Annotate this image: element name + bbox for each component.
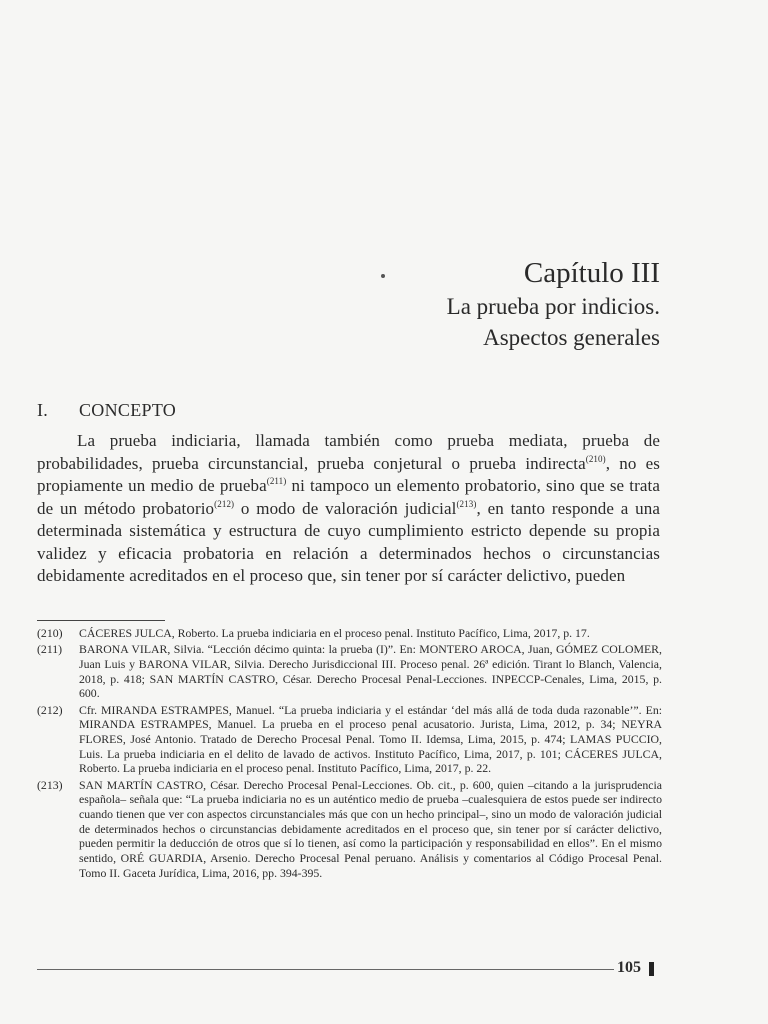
page-marker-block	[649, 962, 654, 976]
footnote-number: (210)	[37, 626, 63, 640]
section-title: CONCEPTO	[79, 400, 177, 420]
chapter-number: Capítulo III	[523, 257, 660, 289]
footnote-ref-212: (212)	[214, 498, 235, 509]
body-paragraph	[37, 430, 660, 588]
footnote-ref-210: (210)	[585, 453, 606, 464]
footnotes-list	[37, 626, 662, 882]
decorative-dot	[381, 274, 385, 278]
footer-rule	[37, 969, 614, 970]
footnote-ref-211: (211)	[266, 476, 287, 486]
body-text-segment: , en tanto responde a una determinada sistemática y estructura de cuyo cumplimiento estricto depende su propia validez y eficacia probatoria en relación a determinados hechos o circunstancias debidamente acreditados en el proceso que, sin tener por sí carácter delictivo, pueden	[37, 498, 661, 585]
footnote-text: CÁCERES JULCA, Roberto. La prueba indiciaria en el proceso penal. Instituto Pacífico, Lima, 2017, p. 17.	[79, 626, 590, 640]
body-text-segment: ni tampoco un elemento probatorio, sino que se trata de un método probatorio	[37, 476, 660, 518]
page-number: 105	[617, 959, 641, 976]
footnote-number: (213)	[37, 777, 63, 792]
chapter-header	[447, 256, 660, 352]
chapter-title-line2: Aspectos generales	[483, 325, 660, 350]
footnote-text: Cfr. MIRANDA ESTRAMPES, Manuel. “La prueba indiciaria y el estándar ‘del más allá de toda duda razonable’”. En: MIRANDA ESTRAMPES, Manuel. La prueba en el proceso penal acusatorio. Jurista, Lima, 2012, p. 34; NEYRA FLORES, José Antonio. Tratado de Derecho Procesal Penal. Tomo II. Idemsa, Lima, 2015, p. 474; LAMAS PUCCIO, Luis. La prueba indiciaria en el delito de lavado de activos. Instituto Pacífico, Lima, 2017, p. 101; CÁCERES JULCA, Roberto. La prueba indiciaria en el proceso penal. Instituto Pacífico, Lima, 2017, p. 22.	[79, 702, 662, 776]
footnote-210	[37, 626, 662, 641]
footnote-212	[37, 703, 662, 777]
footnote-number: (211)	[37, 642, 63, 657]
footnote-213	[37, 778, 662, 881]
body-text-segment: La prueba indiciaria, llamada también como prueba mediata, prueba de probabilidades, prueba circunstancial, prueba conjetural o prueba indirecta	[37, 431, 660, 473]
footnote-ref-213: (213)	[456, 498, 477, 509]
footnote-text: BARONA VILAR, Silvia. “Lección décimo quinta: la prueba (I)”. En: MONTERO AROCA, Juan, GÓMEZ COLOMER, Juan Luis y BARONA VILAR, Silvia. Derecho Jurisdiccional III. Proceso penal. 26ª edición. Tirant lo Blanch, Valencia, 2018, p. 418; SAN MARTÍN CASTRO, César. Derecho Procesal Penal-Lecciones. INPECCP-Cenales, Lima, 2015, p. 600.	[79, 642, 662, 701]
footnote-211	[37, 642, 662, 701]
body-text-segment: , no es propiamente un medio de prueba	[37, 453, 660, 495]
section-heading	[37, 400, 176, 421]
footnote-divider	[37, 620, 165, 621]
body-text-segment: o modo de valoración judicial	[234, 498, 457, 518]
footnote-text: SAN MARTÍN CASTRO, César. Derecho Procesal Penal-Lecciones. Ob. cit., p. 600, quien –citando a la jurisprudencia española– señala que: “La prueba indiciaria no es un auténtico medio de prueba –cualesquiera de estos puede ser indirecto cuando tienen que ver con aspectos circunstanciales más que con un hecho principal–, sino un modo de valoración judicial de determinados hechos o circunstancias debidamente acreditados en el proceso que, sin tener por sí carácter delictivo, pueden permitir la deducción de otros que sí lo tienen, así como la participación y responsabilidad en ellos”. En el mismo sentido, ORÉ GUARDIA, Arsenio. Derecho Procesal Penal peruano. Análisis y comentarios al Código Procesal Penal. Tomo II. Gaceta Jurídica, Lima, 2016, pp. 394-395.	[79, 777, 662, 880]
chapter-title-line1: La prueba por indicios.	[446, 294, 660, 319]
section-number: I.	[37, 400, 49, 420]
footnote-number: (212)	[37, 702, 63, 717]
